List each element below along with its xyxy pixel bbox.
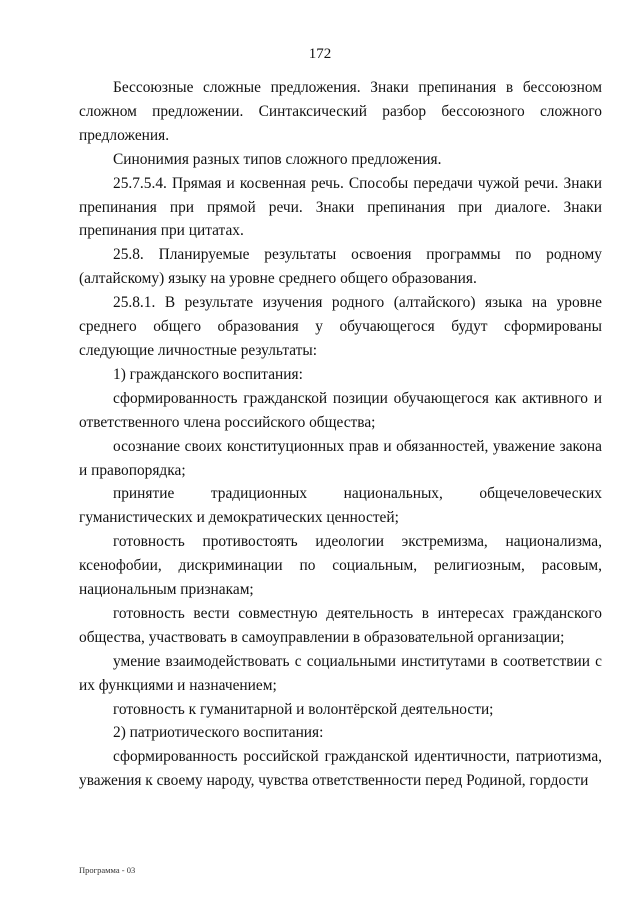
paragraph-social-institutions: умение взаимодействовать с социальными институтами в соответствии с их функциями и назначением;	[79, 652, 602, 694]
paragraph-traditional-values: принятие традиционных национальных, общечеловеческих гуманистических и демократических ценностей;	[79, 485, 602, 527]
paragraph-direct-speech: 25.7.5.4. Прямая и косвенная речь. Способы передачи чужой речи. Знаки препинания при прямой речи. Знаки препинания при диалоге. Знаки препинания при цитатах.	[79, 174, 602, 240]
paragraph-constitutional-rights: осознание своих конституционных прав и обязанностей, уважение закона и правопорядка;	[79, 437, 602, 479]
paragraph-volunteer-activity: готовность к гуманитарной и волонтёрской деятельности;	[113, 700, 494, 718]
paragraph-personal-results: 25.8.1. В результате изучения родного (алтайского) языка на уровне среднего общего образования у обучающегося будут сформированы следующие личностные результаты:	[79, 294, 602, 359]
paragraph-planned-results: 25.8. Планируемые результаты освоения программы по родному (алтайскому) языку на уровне среднего общего образования.	[79, 246, 602, 288]
paragraph-civic-position: сформированность гражданской позиции обучающегося как активного и ответственного члена российского общества;	[79, 389, 602, 431]
paragraph-patriotic-education-heading: 2) патриотического воспитания:	[113, 724, 324, 742]
page-footer: Программа - 03	[79, 865, 136, 875]
paragraph-joint-activity: готовность вести совместную деятельность в интересах гражданского общества, участвовать в самоуправлении в образовательной организации;	[79, 604, 602, 646]
paragraph-counter-extremism: готовность противостоять идеологии экстремизма, национализма, ксенофобии, дискриминации по социальным, религиозным, расовым, национальным признакам;	[79, 533, 602, 599]
paragraph-civic-education-heading: 1) гражданского воспитания:	[113, 365, 303, 383]
paragraph-asyndetic-sentences: Бессоюзные сложные предложения. Знаки препинания в бессоюзном сложном предложении. Синтаксический разбор бессоюзного сложного предложения.	[79, 79, 602, 144]
paragraph-russian-identity: сформированность российской гражданской идентичности, патриотизма, уважения к своему народу, чувства ответственности перед Родиной, гордости	[79, 748, 602, 790]
paragraph-synonymy: Синонимия разных типов сложного предложения.	[113, 150, 442, 168]
page-number: 172	[308, 46, 332, 62]
body-text	[79, 76, 602, 793]
